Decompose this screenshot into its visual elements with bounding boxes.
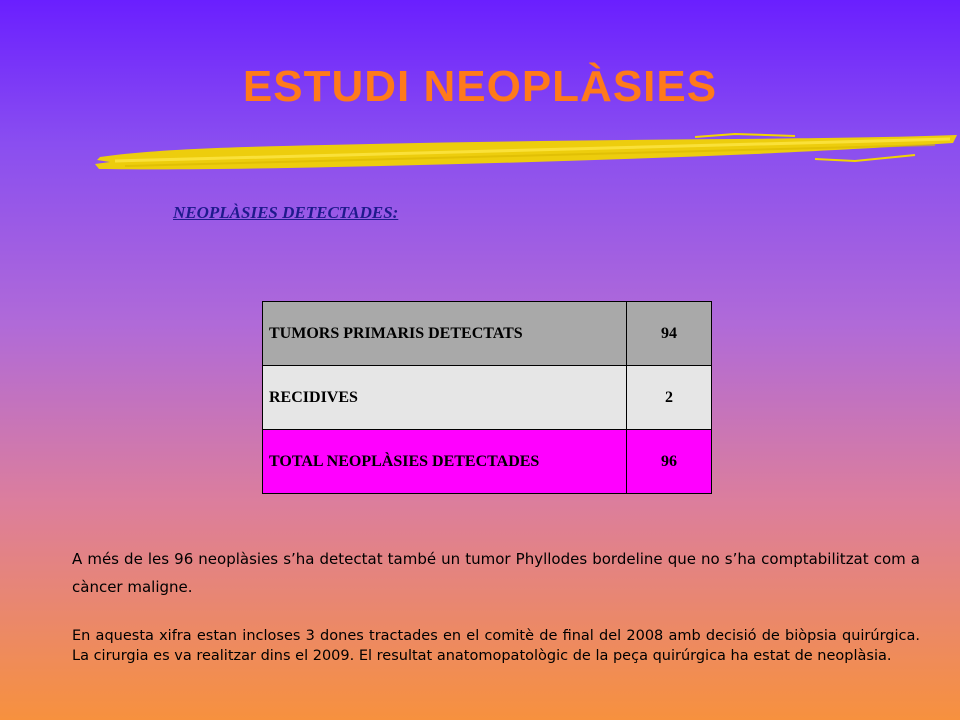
row-label: TOTAL NEOPLÀSIES DETECTADES [263, 430, 627, 494]
table-row [263, 366, 712, 430]
row-value: 96 [627, 430, 712, 494]
paragraph-2008-committee-note: En aquesta xifra estan incloses 3 dones tractades en el comitè de final del 2008 amb decisió de biòpsia quirúrgica. La cirurgia es va realitzar dins el 2009. El resultat anatomopatològic de la peça quirúrgica ha estat de neoplàsia. [72, 628, 920, 665]
paragraph-phyllodes-note: A més de les 96 neoplàsies s’ha detectat també un tumor Phyllodes bordeline que no s’ha comptabilitzat com a càncer maligne. [72, 550, 920, 596]
row-label: RECIDIVES [263, 366, 627, 430]
row-value: 94 [627, 302, 712, 366]
slide-title: ESTUDI NEOPLÀSIES [242, 62, 718, 111]
neoplasies-table [262, 301, 712, 494]
row-label: TUMORS PRIMARIS DETECTATS [263, 302, 627, 366]
section-subtitle: NEOPLÀSIES DETECTADES: [173, 203, 399, 222]
brush-stroke-divider [95, 133, 960, 178]
row-value: 2 [627, 366, 712, 430]
table-row [263, 430, 712, 494]
table-row [263, 302, 712, 366]
